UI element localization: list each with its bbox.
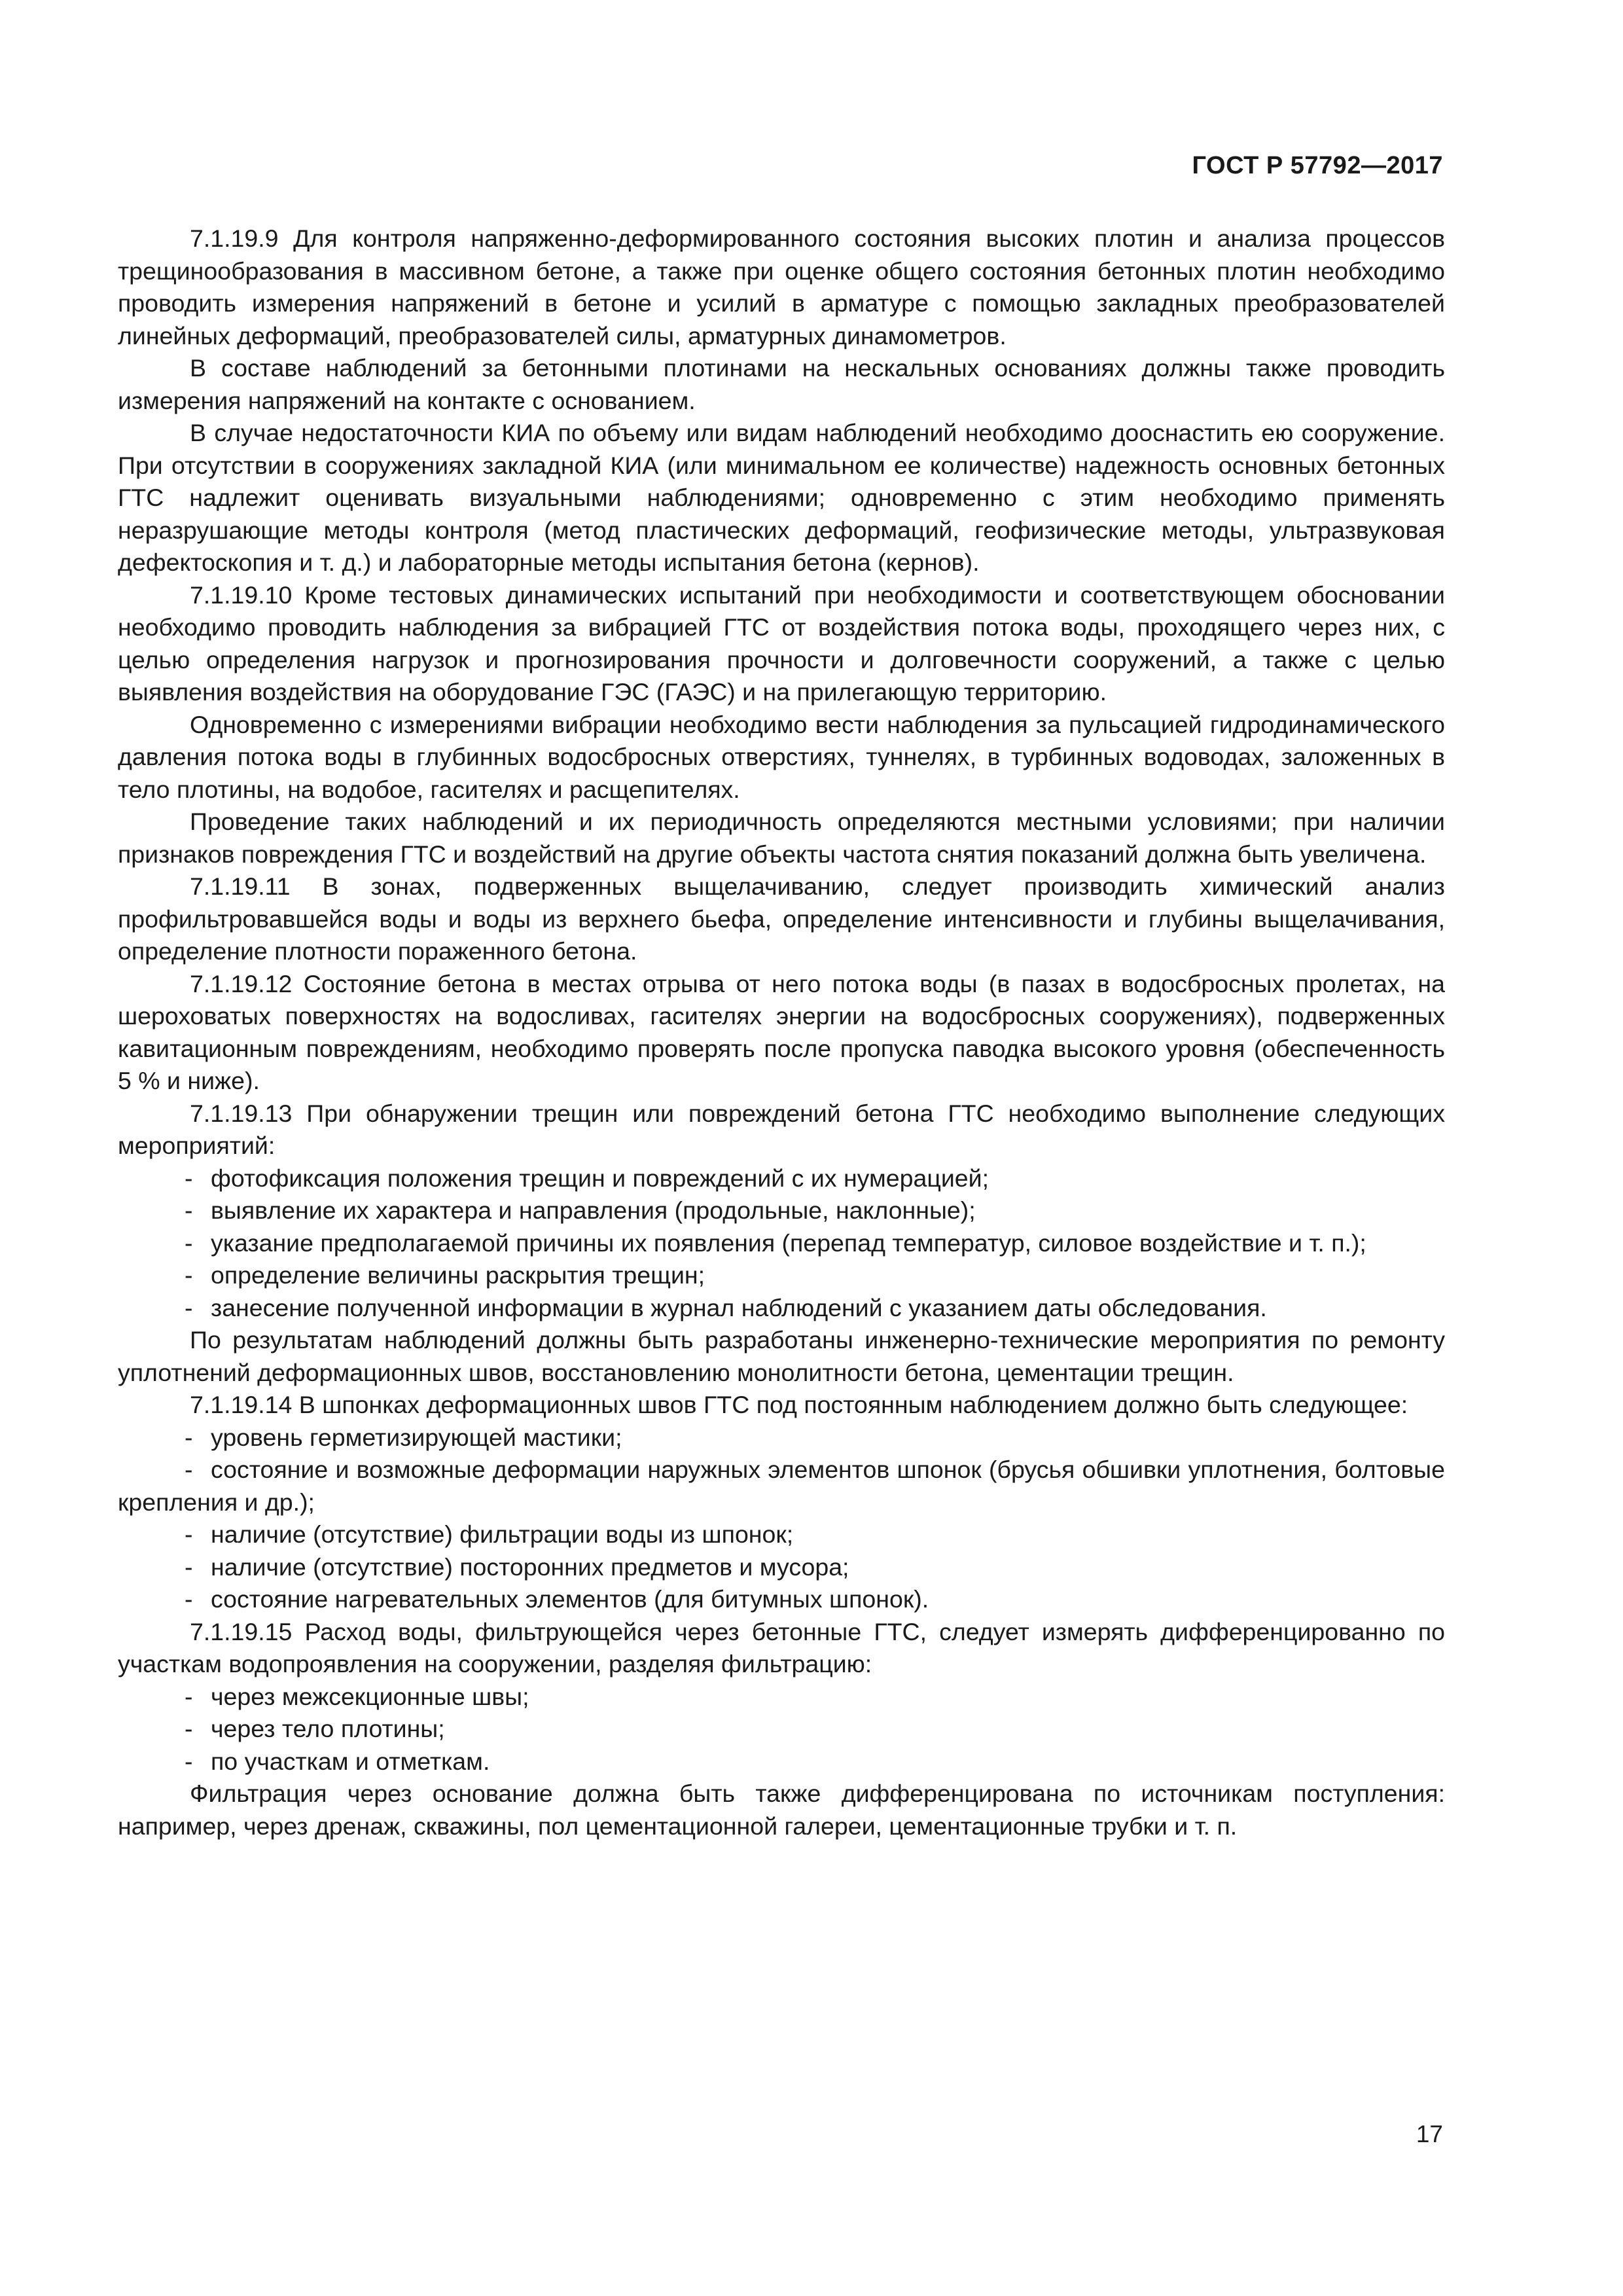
- paragraph: Фильтрация через основание должна быть также дифференцирована по источникам поступления: например, через дренаж, скважины, пол цементационной галереи, цементационные трубки и т. п.: [118, 1780, 1445, 1840]
- list-item-text: через межсекционные швы;: [211, 1682, 529, 1710]
- paragraph: 7.1.19.15 Расход воды, фильтрующейся через бетонные ГТС, следует измерять дифференцированно по участкам водопроявления на сооружении, разделяя фильтрацию:: [118, 1617, 1445, 1677]
- list-item: [118, 1583, 1445, 1616]
- list-item: [118, 1194, 1445, 1227]
- paragraph: 7.1.19.11 В зонах, подверженных выщелачиванию, следует производить химический анализ профильтровавшейся воды и воды из верхнего бьефа, определение интенсивности и глубины выщелачивания, определение плотности пораженного бетона.: [118, 872, 1445, 965]
- bullet-marker: -: [185, 1552, 193, 1581]
- list-item-text: занесение полученной информации в журнал наблюдений с указанием даты обследования.: [211, 1293, 1267, 1321]
- list-item: [118, 1551, 1445, 1584]
- bullet-marker: -: [185, 1520, 193, 1548]
- bullet-marker: -: [185, 1261, 193, 1289]
- list-item-text: определение величины раскрытия трещин;: [211, 1261, 705, 1289]
- page-number: 17: [1416, 2121, 1443, 2147]
- list-item: [118, 1713, 1445, 1746]
- list-item-text: наличие (отсутствие) фильтрации воды из шпонок;: [211, 1520, 794, 1548]
- paragraph: 7.1.19.9 Для контроля напряженно-деформированного состояния высоких плотин и анализа процессов трещинообразования в массивном бетоне, а также при оценке общего состояния бетонных плотин необходимо проводить измерения напряжений в бетоне и усилий в арматуре с помощью закладных преобразователей линейных деформаций, преобразователей силы, арматурных динамометров.: [118, 224, 1445, 350]
- list-item: [118, 1259, 1445, 1292]
- list-item: [118, 1422, 1445, 1454]
- list-item-text: состояние нагревательных элементов (для битумных шпонок).: [211, 1585, 929, 1613]
- paragraph: В составе наблюдений за бетонными плотинами на нескальных основаниях должны также проводить измерения напряжений на контакте с основанием.: [118, 354, 1445, 414]
- paragraph: Проведение таких наблюдений и их периодичность определяются местными условиями; при наличии признаков повреждения ГТС и воздействий на другие объекты частота снятия показаний должна быть увеличена.: [118, 808, 1445, 868]
- bullet-marker: -: [185, 1747, 193, 1775]
- list-item-text: выявление их характера и направления (продольные, наклонные);: [211, 1196, 976, 1224]
- list-item: [118, 1746, 1445, 1778]
- paragraph: По результатам наблюдений должны быть разработаны инженерно-технические мероприятия по ремонту уплотнений деформационных швов, восстановлению монолитности бетона, цементации трещин.: [118, 1326, 1445, 1386]
- bullet-marker: -: [185, 1164, 193, 1192]
- standard-designation: ГОСТ Р 57792—2017: [1192, 152, 1443, 179]
- paragraph: 7.1.19.10 Кроме тестовых динамических испытаний при необходимости и соответствующем обосновании необходимо проводить наблюдения за вибрацией ГТС от воздействия потока воды, проходящего через них, с целью определения нагрузок и прогнозирования прочности и долговечности сооружений, а также с целью выявления воздействия на оборудование ГЭС (ГАЭС) и на прилегающую территорию.: [118, 581, 1445, 706]
- list-item-text: наличие (отсутствие) посторонних предметов и мусора;: [211, 1552, 849, 1581]
- paragraph: Одновременно с измерениями вибрации необходимо вести наблюдения за пульсацией гидродинамического давления потока воды в глубинных водосбросных отверстиях, туннелях, в турбинных водоводах, заложенных в тело плотины, на водобое, гасителях и расщепителях.: [118, 710, 1445, 803]
- list-item: [118, 1454, 1445, 1518]
- list-item-text: указание предполагаемой причины их появления (перепад температур, силовое воздействие и т. п.);: [211, 1229, 1366, 1257]
- list-item-text: состояние и возможные деформации наружных элементов шпонок (брусья обшивки уплотнения, болтовые крепления и др.);: [118, 1456, 1445, 1516]
- bullet-marker: -: [185, 1585, 193, 1613]
- list-item-text: по участкам и отметкам.: [211, 1747, 490, 1775]
- list-item: [118, 1292, 1445, 1325]
- list-item-text: фотофиксация положения трещин и повреждений с их нумерацией;: [211, 1164, 989, 1192]
- paragraph: 7.1.19.12 Состояние бетона в местах отрыва от него потока воды (в пазах в водосбросных пролетах, на шероховатых поверхностях на водосливах, гасителях энергии на водосбросных сооружениях), подверженных кавитационным повреждениям, необходимо проверять после пропуска паводка высокого уровня (обеспеченность 5 % и ниже).: [118, 969, 1445, 1094]
- bullet-marker: -: [185, 1682, 193, 1710]
- bullet-marker: -: [185, 1229, 193, 1257]
- bullet-marker: -: [185, 1715, 193, 1742]
- bullet-marker: -: [185, 1196, 193, 1224]
- paragraph: 7.1.19.14 В шпонках деформационных швов ГТС под постоянным наблюдением должно быть следующее:: [190, 1391, 1408, 1418]
- list-item: [118, 1681, 1445, 1713]
- list-item: [118, 1518, 1445, 1551]
- list-item-text: через тело плотины;: [211, 1715, 445, 1742]
- bullet-marker: -: [185, 1456, 193, 1483]
- list-item: [118, 1162, 1445, 1195]
- bullet-marker: -: [185, 1423, 193, 1451]
- document-body: [118, 223, 1445, 1842]
- bullet-marker: -: [185, 1293, 193, 1321]
- paragraph: 7.1.19.13 При обнаружении трещин или повреждений бетона ГТС необходимо выполнение следующих мероприятий:: [118, 1099, 1445, 1159]
- paragraph: В случае недостаточности КИА по объему или видам наблюдений необходимо дооснастить ею сооружение. При отсутствии в сооружениях закладной КИА (или минимальном ее количестве) надежность основных бетонных ГТС надлежит оценивать визуальными наблюдениями; одновременно с этим необходимо применять неразрушающие методы контроля (метод пластических деформаций, геофизические методы, ультразвуковая дефектоскопия и т. д.) и лабораторные методы испытания бетона (кернов).: [118, 419, 1445, 576]
- list-item-text: уровень герметизирующей мастики;: [211, 1423, 622, 1451]
- list-item: [118, 1227, 1445, 1260]
